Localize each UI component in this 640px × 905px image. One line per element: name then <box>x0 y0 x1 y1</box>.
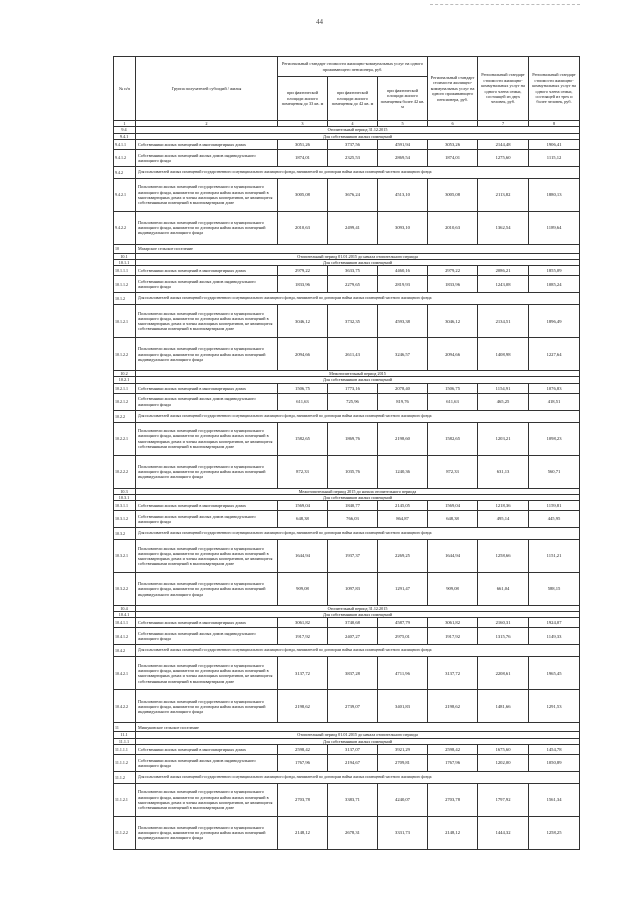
row-code: 11.1.1.2 <box>114 754 136 771</box>
section-row <box>114 723 580 732</box>
row-value: 2094,66 <box>278 338 328 371</box>
row-value: 2678,31 <box>328 816 378 849</box>
row-code: 10.4 <box>114 606 136 612</box>
row-value: 1240,36 <box>378 455 428 488</box>
header-col-area-42: при фактической площади жилого помещения до 42 кв. м <box>328 77 378 121</box>
row-value: 1050,89 <box>529 754 580 771</box>
period-label: Для собственников жилых помещений <box>136 738 580 744</box>
row-code: 10.4.2 <box>114 645 136 657</box>
row-value: 1896,49 <box>529 305 580 338</box>
row-value: 2407,27 <box>328 628 378 645</box>
row-code: 10.1.1.2 <box>114 276 136 293</box>
row-value: 495,14 <box>478 511 529 528</box>
row-code: 9.4.1.1 <box>114 139 136 149</box>
period-label: Отопительный период 01.01.2015 до начала отопительного периода <box>136 732 580 738</box>
table-row <box>114 618 580 628</box>
row-value: 1085,24 <box>529 276 580 293</box>
period-label: Для собственников жилых помещений <box>136 494 580 500</box>
header-col-single: Региональный стандарт стоимости жилищно-коммунальных услуг на одного проживающего пенсионера, руб. <box>428 57 478 121</box>
row-value: 2279,65 <box>328 276 378 293</box>
row-value: 1454,78 <box>529 744 580 754</box>
row-value: 3061,82 <box>428 618 478 628</box>
header-col-family: Региональный стандарт стоимости жилищно-коммунальных услуг на одного члена семьи, состоящей из двух человек, руб. <box>478 57 529 121</box>
section-title: Мазарское сельское поселение <box>136 244 580 253</box>
header-number: 8 <box>529 121 580 127</box>
group-note: Для пользователей жилых помещений государственного и муниципального жилищного фонда, нанимателей по договорам найма жилых помещений частного жилищного фонда <box>136 166 580 178</box>
row-value: 2598,42 <box>278 744 328 754</box>
row-group-label: Собственники жилых помещений в многоквартирных домах <box>136 618 278 628</box>
row-value: 3383,71 <box>328 783 378 816</box>
row-value: 4587,79 <box>378 618 428 628</box>
row-value: 648,38 <box>428 511 478 528</box>
row-group-label: Собственники жилых помещений жилых домов индивидуального жилищного фонда <box>136 511 278 528</box>
header-col-area-over-42: при фактической площади жилого помещения более 42 кв. м <box>378 77 428 121</box>
table-row <box>114 211 580 244</box>
row-code: 9.4.1 <box>114 133 136 139</box>
row-value: 872,33 <box>428 455 478 488</box>
group-note-row <box>114 166 580 178</box>
table-row <box>114 628 580 645</box>
row-group-label: Пользователи жилых помещений государственного и муниципального жилищного фонда, наниматели по договорам найма жилых помещений в многоквартирных домах и члены жилищных кооперативов, не являющиеся собственниками помещений в многоквартирном доме <box>136 422 278 455</box>
row-value: 909,08 <box>428 573 478 606</box>
row-value: 4460,16 <box>378 266 428 276</box>
row-value: 1965,45 <box>529 657 580 690</box>
row-value: 2739,07 <box>328 690 378 723</box>
row-value: 1874,01 <box>428 149 478 166</box>
row-value: 1797,92 <box>478 783 529 816</box>
row-value: 2086,21 <box>478 266 529 276</box>
row-group-label: Собственники жилых помещений жилых домов индивидуального жилищного фонда <box>136 393 278 410</box>
row-value: 1506,75 <box>428 383 478 393</box>
row-value: 2113,82 <box>478 178 529 211</box>
header-col-regional: Региональный стандарт стоимости жилищно-коммунальных услуг на одного проживающего пенсионера, руб. <box>278 57 428 77</box>
row-value: 3051,26 <box>278 139 328 149</box>
row-value: 1675,60 <box>478 744 529 754</box>
row-value: 1767,96 <box>428 754 478 771</box>
table-row <box>114 139 580 149</box>
header-number: 6 <box>428 121 478 127</box>
row-value: 2094,66 <box>428 338 478 371</box>
row-value: 4593,38 <box>378 305 428 338</box>
period-label: Для собственников жилых помещений <box>136 612 580 618</box>
table-row <box>114 540 580 573</box>
row-value: 3093,10 <box>378 211 428 244</box>
group-note-row <box>114 528 580 540</box>
table-row <box>114 393 580 410</box>
row-code: 10.1.1.1 <box>114 266 136 276</box>
row-value: 1917,92 <box>278 628 328 645</box>
row-value: 1291,47 <box>378 573 428 606</box>
row-value: 1243,08 <box>478 276 529 293</box>
row-value: 3633,75 <box>328 266 378 276</box>
row-value: 3401,83 <box>378 690 428 723</box>
row-value: 872,33 <box>278 455 328 488</box>
row-code: 10.2.2.1 <box>114 422 136 455</box>
row-value: 4711,96 <box>378 657 428 690</box>
row-value: 1149,33 <box>529 628 580 645</box>
row-group-label: Пользователи жилых помещений государственного и муниципального жилищного фонда, наниматели по договорам найма жилых помещений индивидуального жилищного фонда <box>136 211 278 244</box>
row-value: 1275,60 <box>478 149 529 166</box>
row-value: 2145,05 <box>378 501 428 511</box>
table-row <box>114 455 580 488</box>
row-value: 3246,57 <box>378 338 428 371</box>
row-value: 1291,53 <box>529 690 580 723</box>
row-value: 766,03 <box>328 511 378 528</box>
row-value: 1315,76 <box>478 628 529 645</box>
row-value: 1906,41 <box>529 139 580 149</box>
row-value: 909,08 <box>278 573 328 606</box>
row-value: 1582,65 <box>428 422 478 455</box>
row-value: 1773,16 <box>328 383 378 393</box>
table-row <box>114 754 580 771</box>
row-value: 1874,01 <box>278 149 328 166</box>
row-value: 2198,60 <box>378 422 428 455</box>
row-value: 560,71 <box>529 455 580 488</box>
row-value: 2269,25 <box>378 540 428 573</box>
row-value: 1644,94 <box>278 540 328 573</box>
row-code: 11.1.2.1 <box>114 783 136 816</box>
row-value: 1258,25 <box>529 816 580 849</box>
row-value: 2499,41 <box>328 211 378 244</box>
row-code: 11.1.2.2 <box>114 816 136 849</box>
row-code: 10.3.1 <box>114 494 136 500</box>
row-value: 3676,24 <box>328 178 378 211</box>
row-value: 2611,43 <box>328 338 378 371</box>
table-row <box>114 744 580 754</box>
row-value: 1561,34 <box>529 783 580 816</box>
table-row <box>114 338 580 371</box>
row-group-label: Собственники жилых помещений в многоквартирных домах <box>136 139 278 149</box>
row-code: 11.1.2 <box>114 771 136 783</box>
row-group-label: Собственники жилых помещений жилых домов индивидуального жилищного фонда <box>136 754 278 771</box>
row-value: 465,25 <box>478 393 529 410</box>
row-value: 1644,94 <box>428 540 478 573</box>
row-value: 1202,00 <box>478 754 529 771</box>
row-value: 1203,21 <box>478 422 529 455</box>
row-code: 9.4.2.2 <box>114 211 136 244</box>
row-value: 1076,83 <box>529 383 580 393</box>
row-value: 1767,96 <box>278 754 328 771</box>
row-code: 9.4.1.2 <box>114 149 136 166</box>
table-row <box>114 149 580 166</box>
section-title: Мишуковское сельское поселение <box>136 723 580 732</box>
row-code: 10.2.1.2 <box>114 393 136 410</box>
header-col-area-33: при фактической площади жилого помещения до 33 кв. м <box>278 77 328 121</box>
row-value: 1098,23 <box>529 422 580 455</box>
row-value: 1840,77 <box>328 501 378 511</box>
row-value: 1444,32 <box>478 816 529 849</box>
row-code: 9.4.2 <box>114 166 136 178</box>
group-note-row <box>114 410 580 422</box>
row-value: 1937,37 <box>328 540 378 573</box>
row-value: 819,76 <box>378 393 428 410</box>
row-value: 445,95 <box>529 511 580 528</box>
group-note: Для пользователей жилых помещений государственного и муниципального жилищного фонда, нанимателей по договорам найма жилых помещений частного жилищного фонда <box>136 528 580 540</box>
row-value: 3005,08 <box>428 178 478 211</box>
table-row <box>114 511 580 528</box>
row-value: 3331,73 <box>378 816 428 849</box>
row-value: 1569,04 <box>278 501 328 511</box>
row-value: 588,15 <box>529 573 580 606</box>
row-value: 3053,26 <box>428 139 478 149</box>
row-value: 2198,62 <box>278 690 328 723</box>
row-code: 10.1.2.1 <box>114 305 136 338</box>
row-group-label: Собственники жилых помещений жилых домов индивидуального жилищного фонда <box>136 628 278 645</box>
row-value: 4591,94 <box>378 139 428 149</box>
row-value: 3137,07 <box>328 744 378 754</box>
header-number: 4 <box>328 121 378 127</box>
row-code: 10.3 <box>114 488 136 494</box>
row-value: 1159,81 <box>529 501 580 511</box>
row-value: 3737,56 <box>328 139 378 149</box>
row-value: 2144,48 <box>478 139 529 149</box>
table-row <box>114 573 580 606</box>
row-value: 1154,91 <box>478 383 529 393</box>
period-label: Отопительный период 01.01.2015 до начала отопительного периода <box>136 253 580 259</box>
header-row-1 <box>114 57 580 77</box>
header-col-group: Группа получателей субсидий / жилья <box>136 57 278 121</box>
row-code: 9.4 <box>114 127 136 133</box>
row-code: 10.3.1.1 <box>114 501 136 511</box>
row-value: 4240,07 <box>378 783 428 816</box>
row-code: 10.3.2.1 <box>114 540 136 573</box>
row-value: 1833,96 <box>428 276 478 293</box>
row-value: 1151,21 <box>529 540 580 573</box>
row-code: 10.1.2 <box>114 293 136 305</box>
table-row <box>114 501 580 511</box>
row-code: 10.4.1 <box>114 612 136 618</box>
header-number: 2 <box>136 121 278 127</box>
row-value: 2134,51 <box>478 305 529 338</box>
row-group-label: Пользователи жилых помещений государственного и муниципального жилищного фонда, наниматели по договорам найма жилых помещений в многоквартирных домах и члены жилищных кооперативов, не являющиеся собственниками помещений в многоквартирном доме <box>136 540 278 573</box>
row-value: 1880,13 <box>529 178 580 211</box>
row-value: 1869,76 <box>328 422 378 455</box>
row-group-label: Пользователи жилых помещений государственного и муниципального жилищного фонда, наниматели по договорам найма жилых помещений индивидуального жилищного фонда <box>136 455 278 488</box>
row-value: 2703,78 <box>278 783 328 816</box>
row-code: 11.1 <box>114 732 136 738</box>
header-col-three: Региональный стандарт стоимости жилищно-коммунальных услуг на одного члена семьи, состоящей из трех и более человек, руб. <box>529 57 580 121</box>
group-note-row <box>114 293 580 305</box>
row-code: 10.2.2 <box>114 410 136 422</box>
row-value: 611,63 <box>428 393 478 410</box>
group-note-row <box>114 645 580 657</box>
row-value: 1481,66 <box>478 690 529 723</box>
row-code: 10.2 <box>114 371 136 377</box>
table-row <box>114 783 580 816</box>
period-label: Отопительный период 31.12.2015 <box>136 606 580 612</box>
row-value: 2160,31 <box>478 618 529 628</box>
row-value: 3837,28 <box>328 657 378 690</box>
row-group-label: Пользователи жилых помещений государственного и муниципального жилищного фонда, наниматели по договорам найма жилых помещений в многоквартирных домах и члены жилищных кооперативов, не являющиеся собственниками помещений в многоквартирном доме <box>136 657 278 690</box>
group-note-row <box>114 771 580 783</box>
table-row <box>114 422 580 455</box>
row-code: 10.4.1.1 <box>114 618 136 628</box>
row-group-label: Пользователи жилых помещений государственного и муниципального жилищного фонда, наниматели по договорам найма жилых помещений в многоквартирных домах и члены жилищных кооперативов, не являющиеся собственниками помещений в многоквартирном доме <box>136 305 278 338</box>
period-label: Для собственников жилых помещений <box>136 377 580 383</box>
row-group-label: Собственники жилых помещений жилых домов индивидуального жилищного фонда <box>136 276 278 293</box>
table-row <box>114 305 580 338</box>
row-code: 10.2.1 <box>114 377 136 383</box>
table-row <box>114 266 580 276</box>
table-row <box>114 816 580 849</box>
row-value: 631,13 <box>478 455 529 488</box>
row-value: 3137,72 <box>278 657 328 690</box>
row-code: 10.1.2.2 <box>114 338 136 371</box>
row-value: 661,04 <box>478 573 529 606</box>
row-value: 3137,72 <box>428 657 478 690</box>
group-note: Для пользователей жилых помещений государственного и муниципального жилищного фонда, нанимателей по договорам найма жилых помещений частного жилищного фонда <box>136 293 580 305</box>
row-value: 611,63 <box>278 393 328 410</box>
row-value: 418,51 <box>529 393 580 410</box>
row-value: 2208,61 <box>478 657 529 690</box>
row-group-label: Пользователи жилых помещений государственного и муниципального жилищного фонда, наниматели по договорам найма жилых помещений индивидуального жилищного фонда <box>136 573 278 606</box>
header-number: 5 <box>378 121 428 127</box>
row-value: 2325,53 <box>328 149 378 166</box>
group-note: Для пользователей жилых помещений государственного и муниципального жилищного фонда, нанимателей по договорам найма жилых помещений частного жилищного фонда <box>136 410 580 422</box>
row-value: 1218,36 <box>478 501 529 511</box>
table-row <box>114 383 580 393</box>
row-code: 10.4.1.2 <box>114 628 136 645</box>
row-value: 2010,63 <box>428 211 478 244</box>
row-code: 11.1.1 <box>114 738 136 744</box>
row-value: 2975,01 <box>378 628 428 645</box>
row-value: 2819,93 <box>378 276 428 293</box>
row-value: 1189,64 <box>529 211 580 244</box>
row-value: 3740,68 <box>328 618 378 628</box>
row-value: 1855,09 <box>529 266 580 276</box>
row-value: 3046,12 <box>428 305 478 338</box>
row-value: 2598,42 <box>428 744 478 754</box>
period-label: Межотопительный период 2015 до начала отопительного периода <box>136 488 580 494</box>
row-code: 11 <box>114 723 136 732</box>
top-edge-mark <box>430 4 580 7</box>
row-value: 1506,75 <box>278 383 328 393</box>
period-label: Отопительный период 31.12.2015 <box>136 127 580 133</box>
row-value: 2979,22 <box>428 266 478 276</box>
group-note: Для пользователей жилых помещений государственного и муниципального жилищного фонда, нанимателей по договорам найма жилых помещений частного жилищного фонда <box>136 645 580 657</box>
table-row <box>114 178 580 211</box>
row-value: 3005,08 <box>278 178 328 211</box>
row-value: 2869,54 <box>378 149 428 166</box>
row-group-label: Собственники жилых помещений в многоквартирных домах <box>136 501 278 511</box>
row-value: 2703,78 <box>428 783 478 816</box>
row-group-label: Собственники жилых помещений жилых домов индивидуального жилищного фонда <box>136 149 278 166</box>
row-value: 1569,04 <box>428 501 478 511</box>
row-group-label: Пользователи жилых помещений государственного и муниципального жилищного фонда, наниматели по договорам найма жилых помещений в многоквартирных домах и члены жилищных кооперативов, не являющиеся собственниками помещений в многоквартирном доме <box>136 783 278 816</box>
row-code: 10.4.2.2 <box>114 690 136 723</box>
header-number: 3 <box>278 121 328 127</box>
table-row <box>114 690 580 723</box>
row-value: 1227,64 <box>529 338 580 371</box>
row-value: 2148,12 <box>428 816 478 849</box>
row-value: 3732,35 <box>328 305 378 338</box>
row-group-label: Собственники жилых помещений в многоквартирных домах <box>136 383 278 393</box>
period-label: Для собственников жилых помещений <box>136 260 580 266</box>
row-value: 725,96 <box>328 393 378 410</box>
row-code: 10 <box>114 244 136 253</box>
row-value: 2010,63 <box>278 211 328 244</box>
row-value: 1362,54 <box>478 211 529 244</box>
row-value: 1582,65 <box>278 422 328 455</box>
row-value: 2709,81 <box>378 754 428 771</box>
row-group-label: Собственники жилых помещений в многоквартирных домах <box>136 266 278 276</box>
row-value: 2194,67 <box>328 754 378 771</box>
row-code: 10.2.1.1 <box>114 383 136 393</box>
group-note: Для пользователей жилых помещений государственного и муниципального жилищного фонда, нанимателей по договорам найма жилых помещений частного жилищного фонда <box>136 771 580 783</box>
row-code: 10.3.1.2 <box>114 511 136 528</box>
row-code: 10.3.2.2 <box>114 573 136 606</box>
header-number: 7 <box>478 121 529 127</box>
header-number: 1 <box>114 121 136 127</box>
row-value: 1035,76 <box>328 455 378 488</box>
row-value: 648,38 <box>278 511 328 528</box>
row-group-label: Пользователи жилых помещений государственного и муниципального жилищного фонда, наниматели по договорам найма жилых помещений индивидуального жилищного фонда <box>136 690 278 723</box>
row-code: 10.1 <box>114 253 136 259</box>
row-code: 11.1.1.1 <box>114 744 136 754</box>
row-group-label: Пользователи жилых помещений государственного и муниципального жилищного фонда, наниматели по договорам найма жилых помещений индивидуального жилищного фонда <box>136 816 278 849</box>
row-value: 2198,62 <box>428 690 478 723</box>
row-group-label: Пользователи жилых помещений государственного и муниципального жилищного фонда, наниматели по договорам найма жилых помещений индивидуального жилищного фонда <box>136 338 278 371</box>
row-value: 4513,10 <box>378 178 428 211</box>
table-row <box>114 657 580 690</box>
row-code: 10.2.2.2 <box>114 455 136 488</box>
row-value: 2148,12 <box>278 816 328 849</box>
row-code: 10.3.2 <box>114 528 136 540</box>
row-code: 10.4.2.1 <box>114 657 136 690</box>
row-code: 9.4.2.1 <box>114 178 136 211</box>
row-value: 1833,96 <box>278 276 328 293</box>
row-value: 3921,29 <box>378 744 428 754</box>
row-group-label: Собственники жилых помещений в многоквартирных домах <box>136 744 278 754</box>
period-label: Межотопительный период 2015 <box>136 371 580 377</box>
section-row <box>114 244 580 253</box>
row-value: 1258,66 <box>478 540 529 573</box>
header-col-no: № п/п <box>114 57 136 121</box>
row-value: 2078,40 <box>378 383 428 393</box>
row-value: 3046,12 <box>278 305 328 338</box>
row-code: 10.1.1 <box>114 260 136 266</box>
row-group-label: Пользователи жилых помещений государственного и муниципального жилищного фонда, наниматели по договорам найма жилых помещений в многоквартирных домах и члены жилищных кооперативов, не являющиеся собственниками помещений в многоквартирном доме <box>136 178 278 211</box>
standards-table <box>113 56 580 850</box>
row-value: 1924,07 <box>529 618 580 628</box>
row-value: 1097,83 <box>328 573 378 606</box>
page-number: 44 <box>316 18 323 26</box>
row-value: 1408,98 <box>478 338 529 371</box>
row-value: 1917,92 <box>428 628 478 645</box>
row-value: 2979,22 <box>278 266 328 276</box>
row-value: 1115,12 <box>529 149 580 166</box>
table-row <box>114 276 580 293</box>
row-value: 3061,82 <box>278 618 328 628</box>
row-value: 864,87 <box>378 511 428 528</box>
period-label: Для собственников жилых помещений <box>136 133 580 139</box>
